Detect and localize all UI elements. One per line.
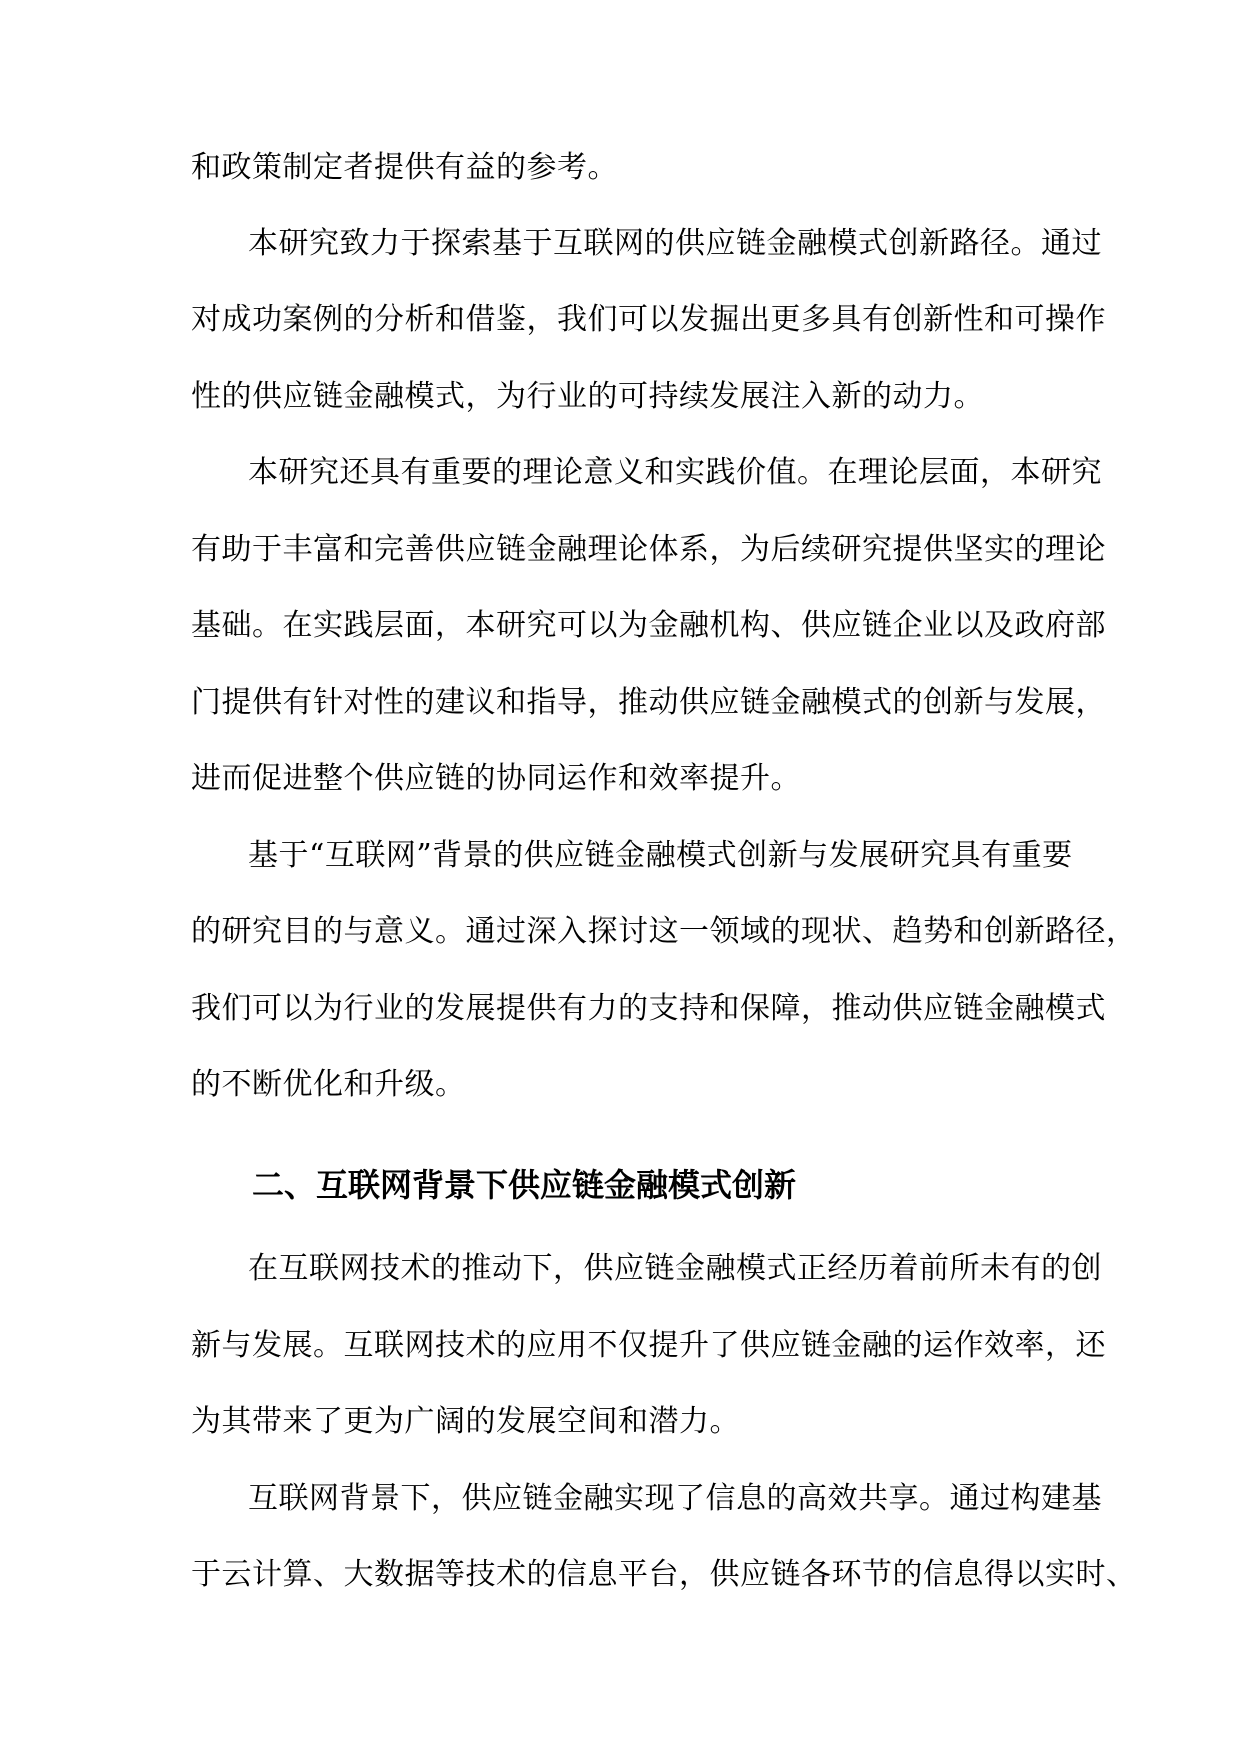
section-heading: 二、互联网背景下供应链金融模式创新 bbox=[252, 1166, 797, 1204]
paragraph-first-line: 在互联网技术的推动下，供应链金融模式正经历着前所未有的创 bbox=[248, 1251, 1102, 1286]
text-line: 门提供有针对性的建议和指导，推动供应链金融模式的创新与发展， bbox=[191, 685, 1106, 720]
text-line: 为其带来了更为广阔的发展空间和潜力。 bbox=[191, 1404, 740, 1439]
paragraph-first-line: 本研究致力于探索基于互联网的供应链金融模式创新路径。通过 bbox=[248, 226, 1102, 261]
text-line: 新与发展。互联网技术的应用不仅提升了供应链金融的运作效率，还 bbox=[191, 1328, 1106, 1363]
text-line: 基础。在实践层面，本研究可以为金融机构、供应链企业以及政府部 bbox=[191, 608, 1106, 643]
paragraph-first-line: 基于“互联网”背景的供应链金融模式创新与发展研究具有重要 bbox=[248, 838, 1073, 873]
text-line: 性的供应链金融模式，为行业的可持续发展注入新的动力。 bbox=[191, 379, 984, 414]
text-line: 我们可以为行业的发展提供有力的支持和保障，推动供应链金融模式 bbox=[191, 991, 1106, 1026]
text-line: 和政策制定者提供有益的参考。 bbox=[191, 150, 618, 185]
paragraph-first-line: 本研究还具有重要的理论意义和实践价值。在理论层面，本研究 bbox=[248, 455, 1102, 490]
text-line: 的不断优化和升级。 bbox=[191, 1067, 466, 1102]
text-line: 对成功案例的分析和借鉴，我们可以发掘出更多具有创新性和可操作 bbox=[191, 302, 1106, 337]
text-line: 于云计算、大数据等技术的信息平台，供应链各环节的信息得以实时、 bbox=[191, 1557, 1137, 1592]
text-line: 进而促进整个供应链的协同运作和效率提升。 bbox=[191, 761, 801, 796]
text-line: 有助于丰富和完善供应链金融理论体系，为后续研究提供坚实的理论 bbox=[191, 532, 1106, 567]
text-line: 的研究目的与意义。通过深入探讨这一领域的现状、趋势和创新路径， bbox=[191, 914, 1137, 949]
paragraph-first-line: 互联网背景下，供应链金融实现了信息的高效共享。通过构建基 bbox=[248, 1481, 1102, 1516]
